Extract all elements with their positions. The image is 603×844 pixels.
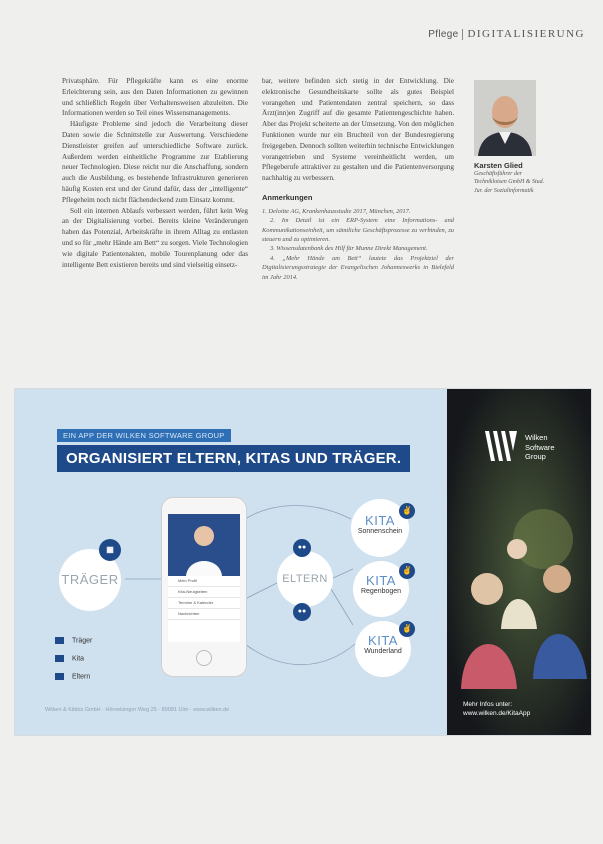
building-icon: ▦ <box>99 539 121 561</box>
author-role: Geschäftsführer der Techniklotsen GmbH & Stud. Jur. der Sozialinformatik <box>474 171 545 194</box>
ad-headline: ORGANISIERT ELTERN, KITAS UND TRÄGER. <box>57 445 410 472</box>
parents-icon <box>55 673 64 680</box>
phone-screen <box>168 514 240 642</box>
parents-icon: ●● <box>293 603 311 621</box>
section-title: DIGITALISIERUNG <box>467 28 585 40</box>
paragraph: Privatsphäre. Für Pflegekräfte kann es eine enorme Erleichterung sein, aus den Daten Informationen zu gewinnen und schließlich Regeln über Verhaltensweisen abzuleiten. Die Informationen werden so Teil eines Wissensmanagements. <box>62 77 248 118</box>
legend-label: Eltern <box>72 673 91 681</box>
text-column-left <box>62 76 248 270</box>
phone-mockup <box>161 497 247 677</box>
header-divider <box>462 29 463 40</box>
ad-graphic-panel <box>15 389 447 735</box>
kita-label: KITA <box>368 633 398 648</box>
screen-menu-item: Kita-Neuigkeiten <box>168 587 240 598</box>
kita-name: Regenbogen <box>360 588 402 595</box>
paragraph: Soll ein internen Ablaufs verbessert werden, führt kein Weg an der Digitalisierung vorbei. Bereits kleine Veränderungen haben das Potenzial, Arbeitskräfte in ihrem Alltag zu entlasten und so für „mehr Hände am Bett“ zu sorgen. Viele Technologien wie digitale Patientenakten, mobile Tourenplanung oder das intelligente Bett existieren bereits und sind vielseitig einsetz- <box>62 206 248 269</box>
traeger-label: TRÄGER <box>61 572 119 587</box>
legend-item <box>55 637 92 644</box>
more-info-label: Mehr Infos unter: <box>463 701 513 708</box>
note-item: 2. Im Detail ist ein ERP-System eine Informations- und Kommunikationseinheit, um sämtliche Geschäftsprozesse zu verbinden, zu steuern und zu optimieren. <box>262 217 454 243</box>
kita-icon: ✌ <box>399 621 415 637</box>
legend-item <box>55 655 84 662</box>
brand-line: Wilken <box>525 433 548 442</box>
legend-item <box>55 673 90 680</box>
author-name: Karsten Glied <box>474 161 523 170</box>
brand-name <box>525 433 555 462</box>
brand-line: Group <box>525 452 546 461</box>
home-button-icon <box>196 650 212 666</box>
author-photo <box>474 80 536 156</box>
kita-label: KITA <box>366 573 396 588</box>
wilken-logo <box>483 429 521 463</box>
notes-heading: Anmerkungen <box>262 192 313 202</box>
hand-icon <box>55 655 64 662</box>
ad-photo-panel <box>447 389 591 735</box>
text-column-right <box>262 76 454 282</box>
kita-label: KITA <box>365 513 395 528</box>
legend-label: Kita <box>72 655 85 663</box>
paragraph: Häufigste Probleme sind jedoch die Verarbeitung dieser Daten sowie die Schnittstelle zur Auswertung. Verschiedene Dienstleister greifen auf unterschiedliche Software zurück. Außerdem werden einheitliche Programme zur Etablierung neuer Technologien. Diese reicht nur die Anschaffung, sondern auch die Ausbildung, es bestehende Infrastrukturen generieren häufig Kosten erst und der Grund dafür, dass der „intelligente“ Pflegeheim noch nicht flächendeckend zum Einsatz kommt. <box>62 120 248 204</box>
running-header <box>428 28 585 40</box>
ad-tagline: EIN APP DER WILKEN SOFTWARE GROUP <box>57 429 231 442</box>
ad-footer: Wilken & Kibbis GmbH · Hörvelsinger Weg 25 · 89081 Ulm · www.wilken.de <box>45 707 230 713</box>
advertisement <box>14 388 592 736</box>
brand-line: Software <box>525 442 555 452</box>
screen-menu-item: Nachrichten <box>168 609 240 620</box>
screen-photo <box>168 514 240 576</box>
legend-label: Träger <box>72 637 93 645</box>
building-icon <box>55 637 64 644</box>
kita-icon: ✌ <box>399 503 415 519</box>
note-item: 3. Wissensdatenbank des Hilf für Munne Direkt Management. <box>270 245 428 253</box>
section-label: Pflege <box>428 29 459 40</box>
parents-icon: ●● <box>293 539 311 557</box>
author-info <box>474 161 554 195</box>
eltern-circle <box>277 551 333 607</box>
eltern-label: ELTERN <box>282 573 328 585</box>
more-info-link[interactable]: www.wilken.de/KitaApp <box>463 709 531 717</box>
kita-icon: ✌ <box>399 563 415 579</box>
note-item: 4. „Mehr Hände am Bett“ lautete das Projektziel der Digitalisierungsstrategie der Evangelischen Johanneswerks in Bielefeld im Jahr 2014. <box>262 254 454 281</box>
kita-name: Wunderland <box>364 648 402 655</box>
screen-menu-item: Mein Profil <box>168 576 240 587</box>
screen-menu-item: Termine & Kalender <box>168 598 240 609</box>
more-info <box>463 701 530 718</box>
kita-name: Sonnenschein <box>357 528 403 535</box>
paragraph: bar, weitere befinden sich stetig in der Entwicklung. Die elektronische Gesundheitskarte sollte als gutes Beispiel vorangehen und Patientendaten zentral speichern, so dass Ärzt(inn)en Zugriff auf die gesamte Patientengeschichte haben. Aber das Projekt scheiterte an der Umsetzung. Von den möglichen Funktionen wurde nur ein Bruchteil von der Bundesregierung freigegeben. Dennoch sollten weiterhin technische Entwicklungen vorangetrieben und Systeme vereinheitlicht werden, um Pflegeberufe attraktiver zu gestalten und die Patientenversorgung nachhaltig zu verbessern. <box>262 77 454 183</box>
note-item: 1. Deloitte AG, Krankenhausstudie 2017, München, 2017. <box>262 207 411 215</box>
